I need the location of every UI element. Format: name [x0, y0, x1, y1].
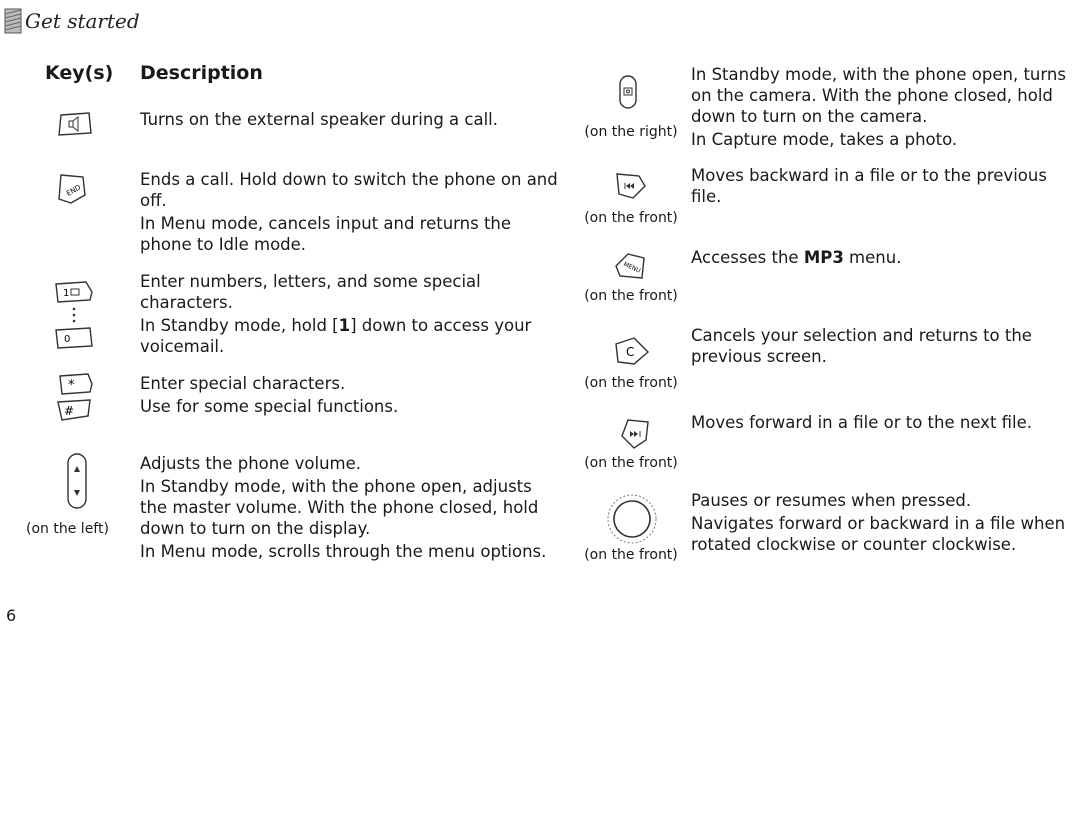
- description-line: Enter special characters.: [140, 374, 346, 393]
- mp3-label: MP3: [803, 248, 844, 267]
- end-key-description: [140, 169, 560, 257]
- key-0-glyph: 0: [64, 334, 71, 345]
- text-segment: menu.: [843, 248, 902, 267]
- text-segment: Accesses the: [691, 248, 804, 267]
- next-key-location: (on the front): [584, 455, 678, 471]
- previous-key-description: [691, 165, 1077, 209]
- header-title: Get started: [25, 9, 140, 33]
- camera-key-location: (on the right): [584, 124, 678, 140]
- previous-key-icon: [615, 172, 647, 200]
- description-line: Navigates forward or backward in a file when rotated clockwise or counter clockwise.: [691, 514, 1066, 554]
- description-line: Ends a call. Hold down to switch the phone on and off.: [140, 170, 558, 210]
- description-line: In Standby mode, with the phone open, adjusts the master volume. With the phone closed, hold down to turn on the display.: [140, 477, 539, 538]
- number-keys-description: [140, 271, 560, 359]
- description-line: Cancels your selection and returns to the previous screen.: [691, 326, 1032, 366]
- volume-key-description: [140, 453, 560, 564]
- mp3-menu-key-description: [691, 247, 1077, 270]
- menu-key-glyph: MENU: [622, 260, 642, 275]
- number-keys-icon: [52, 280, 96, 352]
- mp3-menu-key-location: (on the front): [584, 288, 678, 304]
- description-line: [691, 247, 1077, 268]
- wheel-key-icon: [606, 493, 658, 545]
- volume-key-icon: [66, 452, 88, 510]
- cancel-key-location: (on the front): [584, 375, 678, 391]
- description-line: In Standby mode, hold [1] down to access your voicemail.: [140, 316, 532, 356]
- bold-key-label: 1: [338, 316, 351, 335]
- next-key-icon: [620, 418, 650, 450]
- description-line: In Menu mode, cancels input and returns the phone to Idle mode.: [140, 214, 512, 254]
- column-heading-keys: Key(s): [45, 62, 114, 84]
- description-line: Turns on the external speaker during a call.: [140, 110, 498, 129]
- cancel-key-icon: [614, 336, 650, 366]
- description-line: In Menu mode, scrolls through the menu options.: [140, 542, 547, 561]
- star-hash-keys-icon: [56, 372, 96, 422]
- description-line: Pauses or resumes when pressed.: [691, 491, 972, 510]
- speaker-key-icon: [57, 111, 93, 137]
- description-line: In Standby mode, with the phone open, turns on the camera. With the phone closed, hold down to turn on the camera.: [691, 65, 1066, 126]
- end-key-icon: [57, 173, 87, 205]
- description-line: Moves backward in a file or to the previous file.: [691, 166, 1047, 206]
- header-bookmark-icon: [4, 8, 22, 34]
- camera-key-icon: [618, 74, 638, 110]
- column-heading-description: Description: [140, 62, 263, 84]
- next-key-description: [691, 412, 1077, 435]
- previous-key-location: (on the front): [584, 210, 678, 226]
- running-header: [4, 6, 140, 36]
- wheel-key-description: [691, 490, 1077, 557]
- end-key-glyph: END: [65, 183, 83, 198]
- c-key-glyph: C: [626, 345, 635, 359]
- description-line: Adjusts the phone volume.: [140, 454, 361, 473]
- star-key-glyph: *: [68, 378, 75, 393]
- description-line: Enter numbers, letters, and some special characters.: [140, 272, 481, 312]
- mp3-menu-key-icon: [614, 252, 646, 282]
- camera-key-description: [691, 64, 1077, 152]
- key-1-glyph: 1: [63, 288, 70, 299]
- hash-key-glyph: #: [64, 404, 75, 418]
- speaker-key-description: [140, 109, 560, 132]
- description-line: Use for some special functions.: [140, 397, 399, 416]
- wheel-key-location: (on the front): [584, 547, 678, 563]
- description-line: Moves forward in a file or to the next file.: [691, 413, 1033, 432]
- cancel-key-description: [691, 325, 1077, 369]
- page-number: 6: [6, 606, 17, 625]
- volume-key-location: (on the left): [26, 521, 109, 537]
- description-line: In Capture mode, takes a photo.: [691, 130, 958, 149]
- star-hash-keys-description: [140, 373, 560, 419]
